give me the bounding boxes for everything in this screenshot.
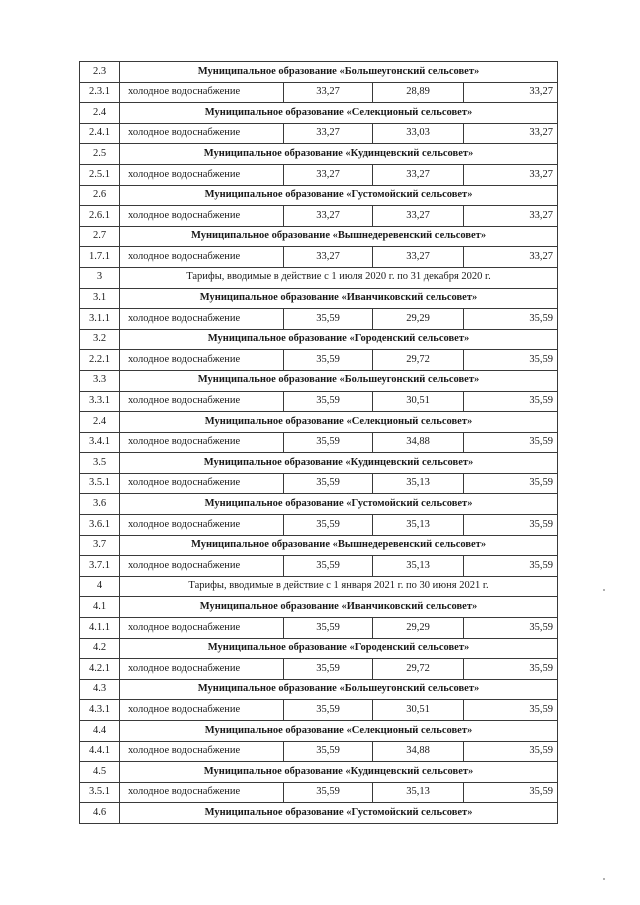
tariff-value-2: 29,72 — [373, 350, 464, 371]
row-number: 3.6 — [80, 494, 120, 515]
municipality-title: Муниципальное образование «Кудинцевский сельсовет» — [120, 144, 558, 165]
municipality-title: Муниципальное образование «Густомойский сельсовет» — [120, 803, 558, 824]
row-number: 2.4.1 — [80, 123, 120, 144]
municipality-title: Муниципальное образование «Большеугонский сельсовет» — [120, 62, 558, 83]
tariff-value-1: 35,59 — [284, 700, 373, 721]
municipality-title: Муниципальное образование «Селекционый сельсовет» — [120, 412, 558, 433]
tariff-value-1: 35,59 — [284, 659, 373, 680]
tariff-value-3: 35,59 — [464, 700, 558, 721]
tariff-row — [80, 247, 558, 268]
tariff-value-3: 35,59 — [464, 473, 558, 494]
municipality-row — [80, 638, 558, 659]
tariff-value-3: 33,27 — [464, 123, 558, 144]
row-number: 3 — [80, 267, 120, 288]
tariff-value-3: 35,59 — [464, 782, 558, 803]
municipality-row — [80, 721, 558, 742]
service-label: холодное водоснабжение — [120, 432, 284, 453]
period-row — [80, 267, 558, 288]
tariff-value-2: 30,51 — [373, 700, 464, 721]
tariff-value-1: 35,59 — [284, 309, 373, 330]
service-label: холодное водоснабжение — [120, 309, 284, 330]
tariff-row — [80, 432, 558, 453]
tariff-value-3: 33,27 — [464, 82, 558, 103]
tariff-row — [80, 164, 558, 185]
municipality-title: Муниципальное образование «Густомойский сельсовет» — [120, 494, 558, 515]
service-label: холодное водоснабжение — [120, 618, 284, 639]
service-label: холодное водоснабжение — [120, 391, 284, 412]
service-label: холодное водоснабжение — [120, 782, 284, 803]
tariff-row — [80, 82, 558, 103]
tariff-value-2: 30,51 — [373, 391, 464, 412]
tariff-row — [80, 206, 558, 227]
scan-speck — [603, 589, 605, 591]
tariff-value-3: 33,27 — [464, 206, 558, 227]
tariff-value-1: 35,59 — [284, 432, 373, 453]
tariff-value-3: 35,59 — [464, 741, 558, 762]
row-number: 3.4.1 — [80, 432, 120, 453]
municipality-row — [80, 288, 558, 309]
tariff-row — [80, 659, 558, 680]
row-number: 2.4 — [80, 412, 120, 433]
tariff-row — [80, 741, 558, 762]
row-number: 3.2 — [80, 329, 120, 350]
row-number: 2.7 — [80, 226, 120, 247]
tariff-value-2: 34,88 — [373, 741, 464, 762]
tariff-value-2: 28,89 — [373, 82, 464, 103]
tariff-value-2: 29,29 — [373, 309, 464, 330]
tariff-row — [80, 618, 558, 639]
municipality-row — [80, 679, 558, 700]
row-number: 2.6.1 — [80, 206, 120, 227]
tariff-row — [80, 782, 558, 803]
municipality-row — [80, 762, 558, 783]
municipality-row — [80, 412, 558, 433]
row-number: 4.5 — [80, 762, 120, 783]
tariff-row — [80, 309, 558, 330]
municipality-row — [80, 329, 558, 350]
municipality-row — [80, 803, 558, 824]
row-number: 3.5.1 — [80, 782, 120, 803]
row-number: 4.2 — [80, 638, 120, 659]
service-label: холодное водоснабжение — [120, 350, 284, 371]
tariff-table — [79, 61, 558, 824]
municipality-row — [80, 62, 558, 83]
tariff-row — [80, 556, 558, 577]
municipality-title: Муниципальное образование «Селекционый сельсовет» — [120, 103, 558, 124]
row-number: 4.1 — [80, 597, 120, 618]
tariff-value-1: 33,27 — [284, 123, 373, 144]
tariff-value-2: 33,27 — [373, 247, 464, 268]
row-number: 3.5 — [80, 453, 120, 474]
municipality-title: Муниципальное образование «Большеугонский сельсовет» — [120, 370, 558, 391]
tariff-value-3: 35,59 — [464, 556, 558, 577]
tariff-value-2: 35,13 — [373, 515, 464, 536]
municipality-title: Муниципальное образование «Городенский сельсовет» — [120, 638, 558, 659]
municipality-row — [80, 453, 558, 474]
row-number: 2.5 — [80, 144, 120, 165]
tariff-value-3: 35,59 — [464, 391, 558, 412]
row-number: 4.1.1 — [80, 618, 120, 639]
tariff-value-2: 29,29 — [373, 618, 464, 639]
municipality-title: Муниципальное образование «Кудинцевский сельсовет» — [120, 762, 558, 783]
service-label: холодное водоснабжение — [120, 473, 284, 494]
tariff-row — [80, 391, 558, 412]
tariff-value-1: 35,59 — [284, 391, 373, 412]
municipality-row — [80, 185, 558, 206]
row-number: 4 — [80, 576, 120, 597]
row-number: 2.3.1 — [80, 82, 120, 103]
row-number: 3.7.1 — [80, 556, 120, 577]
row-number: 2.2.1 — [80, 350, 120, 371]
municipality-row — [80, 494, 558, 515]
tariff-value-2: 35,13 — [373, 782, 464, 803]
row-number: 2.6 — [80, 185, 120, 206]
tariff-value-3: 35,59 — [464, 659, 558, 680]
municipality-title: Муниципальное образование «Густомойский сельсовет» — [120, 185, 558, 206]
row-number: 4.3 — [80, 679, 120, 700]
tariff-row — [80, 473, 558, 494]
period-title: Тарифы, вводимые в действие с 1 июля 2020 г. по 31 декабря 2020 г. — [120, 267, 558, 288]
tariff-row — [80, 515, 558, 536]
row-number: 2.5.1 — [80, 164, 120, 185]
tariff-value-3: 33,27 — [464, 247, 558, 268]
tariff-row — [80, 350, 558, 371]
tariff-value-1: 35,59 — [284, 556, 373, 577]
municipality-title: Муниципальное образование «Большеугонский сельсовет» — [120, 679, 558, 700]
municipality-row — [80, 370, 558, 391]
tariff-value-2: 29,72 — [373, 659, 464, 680]
row-number: 3.3.1 — [80, 391, 120, 412]
period-row — [80, 576, 558, 597]
row-number: 2.4 — [80, 103, 120, 124]
scan-speck — [603, 878, 605, 880]
tariff-value-1: 35,59 — [284, 515, 373, 536]
tariff-table-body — [80, 62, 558, 824]
service-label: холодное водоснабжение — [120, 247, 284, 268]
tariff-value-3: 35,59 — [464, 350, 558, 371]
row-number: 3.7 — [80, 535, 120, 556]
municipality-title: Муниципальное образование «Иванчиковский сельсовет» — [120, 288, 558, 309]
tariff-value-1: 33,27 — [284, 82, 373, 103]
tariff-value-2: 35,13 — [373, 556, 464, 577]
service-label: холодное водоснабжение — [120, 700, 284, 721]
service-label: холодное водоснабжение — [120, 164, 284, 185]
period-title: Тарифы, вводимые в действие с 1 января 2021 г. по 30 июня 2021 г. — [120, 576, 558, 597]
tariff-value-3: 35,59 — [464, 309, 558, 330]
municipality-title: Муниципальное образование «Кудинцевский сельсовет» — [120, 453, 558, 474]
service-label: холодное водоснабжение — [120, 556, 284, 577]
tariff-value-2: 35,13 — [373, 473, 464, 494]
row-number: 2.3 — [80, 62, 120, 83]
row-number: 4.2.1 — [80, 659, 120, 680]
tariff-value-1: 35,59 — [284, 473, 373, 494]
tariff-value-2: 34,88 — [373, 432, 464, 453]
row-number: 1.7.1 — [80, 247, 120, 268]
row-number: 4.6 — [80, 803, 120, 824]
tariff-value-2: 33,27 — [373, 206, 464, 227]
row-number: 4.3.1 — [80, 700, 120, 721]
service-label: холодное водоснабжение — [120, 206, 284, 227]
tariff-value-1: 35,59 — [284, 782, 373, 803]
tariff-value-1: 35,59 — [284, 618, 373, 639]
municipality-title: Муниципальное образование «Городенский сельсовет» — [120, 329, 558, 350]
row-number: 3.1 — [80, 288, 120, 309]
service-label: холодное водоснабжение — [120, 515, 284, 536]
service-label: холодное водоснабжение — [120, 659, 284, 680]
municipality-row — [80, 535, 558, 556]
tariff-value-2: 33,27 — [373, 164, 464, 185]
service-label: холодное водоснабжение — [120, 123, 284, 144]
row-number: 4.4 — [80, 721, 120, 742]
municipality-title: Муниципальное образование «Иванчиковский сельсовет» — [120, 597, 558, 618]
municipality-title: Муниципальное образование «Селекционый сельсовет» — [120, 721, 558, 742]
tariff-value-3: 35,59 — [464, 618, 558, 639]
tariff-row — [80, 123, 558, 144]
municipality-row — [80, 597, 558, 618]
tariff-value-3: 33,27 — [464, 164, 558, 185]
municipality-row — [80, 226, 558, 247]
tariff-value-1: 35,59 — [284, 741, 373, 762]
tariff-value-3: 35,59 — [464, 432, 558, 453]
tariff-value-1: 33,27 — [284, 206, 373, 227]
row-number: 3.1.1 — [80, 309, 120, 330]
row-number: 4.4.1 — [80, 741, 120, 762]
row-number: 3.3 — [80, 370, 120, 391]
service-label: холодное водоснабжение — [120, 741, 284, 762]
municipality-title: Муниципальное образование «Вышнедеревенский сельсовет» — [120, 226, 558, 247]
municipality-row — [80, 144, 558, 165]
municipality-row — [80, 103, 558, 124]
tariff-value-3: 35,59 — [464, 515, 558, 536]
tariff-value-2: 33,03 — [373, 123, 464, 144]
tariff-value-1: 35,59 — [284, 350, 373, 371]
tariff-value-1: 33,27 — [284, 247, 373, 268]
row-number: 3.6.1 — [80, 515, 120, 536]
tariff-row — [80, 700, 558, 721]
municipality-title: Муниципальное образование «Вышнедеревенский сельсовет» — [120, 535, 558, 556]
row-number: 3.5.1 — [80, 473, 120, 494]
service-label: холодное водоснабжение — [120, 82, 284, 103]
tariff-value-1: 33,27 — [284, 164, 373, 185]
